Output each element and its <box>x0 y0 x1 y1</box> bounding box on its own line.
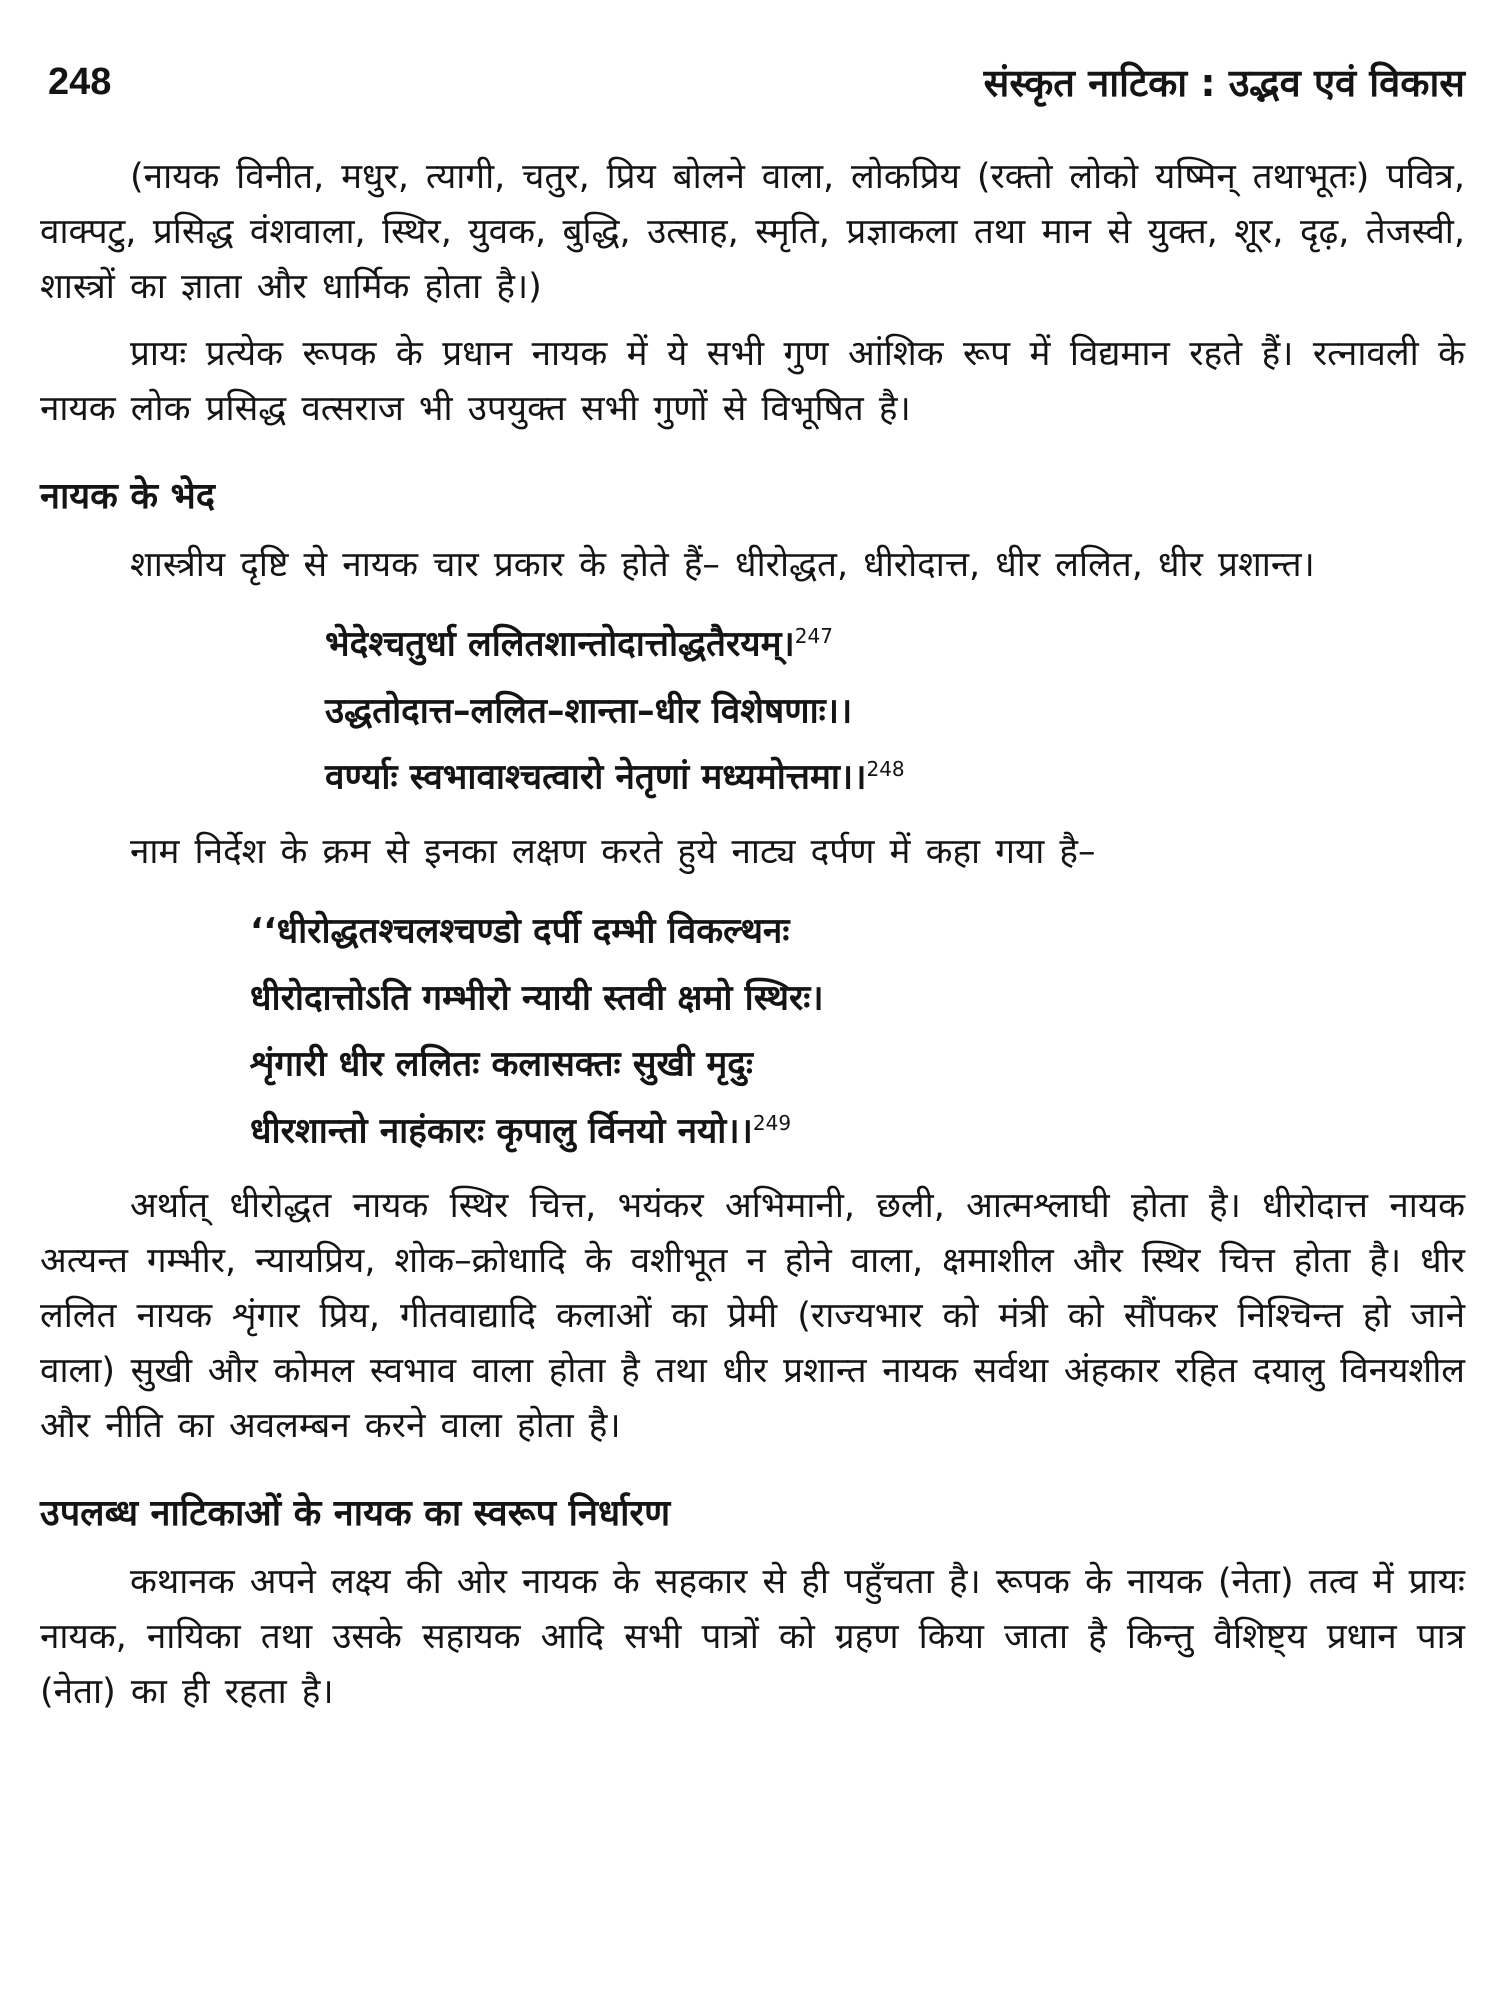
page-number: 248 <box>48 60 112 103</box>
verse-line <box>40 607 1465 674</box>
footnote-marker: 247 <box>794 624 833 648</box>
verse-line <box>40 1094 1465 1161</box>
verse-text: धीरशान्तो नाहंकारः कृपालु र्विनयो नयो।। <box>250 1111 753 1152</box>
verse-text: भेदेश्चतुर्धा ललितशान्तोदात्तोद्धतैरयम्। <box>325 624 795 665</box>
paragraph-four-types: शास्त्रीय दृष्टि से नायक चार प्रकार के होते हैं– धीरोद्धत, धीरोदात्त, धीर ललित, धीर प्रशान्त। <box>130 545 1315 585</box>
paragraph-natya-darpana-intro: नाम निर्देश के क्रम से इनका लक्षण करते हुये नाट्य दर्पण में कहा गया है– <box>130 831 1096 872</box>
section-heading-nayak-nature: उपलब्ध नाटिकाओं के नायक का स्वरूप निर्धारण <box>40 1492 671 1534</box>
section-heading-nayak-types: नायक के भेद <box>40 476 215 517</box>
verse-line <box>40 740 1465 807</box>
verse-text: ‘‘धीरोद्धतश्चलश्चण्डो दर्पी दम्भी विकल्थनः <box>250 911 790 952</box>
verse-line <box>40 894 1465 961</box>
verse-line <box>40 961 1465 1028</box>
footnote-marker: 248 <box>866 757 905 782</box>
verse-text: उद्धतोदात्त–ललित–शान्ता–धीर विशेषणाः।। <box>325 691 853 732</box>
paragraph-types-explained: अर्थात् धीरोद्धत नायक स्थिर चित्त, भयंकर अभिमानी, छली, आत्मश्लाघी होता है। धीरोदात्त नायक अत्यन्त गम्भीर, न्यायप्रिय, शोक–क्रोधादि के वशीभूत न होने वाला, क्षमाशील और स्थिर चित्त होता है। धीर ललित नायक शृंगार प्रिय, गीतवाद्यादि कलाओं का प्रेमी (राज्यभार को मंत्री को सौंपकर निश्चिन्त हो जाने वाला) सुखी और कोमल स्वभाव वाला होता है तथा धीर प्रशान्त नायक सर्वथा अंहकार रहित दयालु विनयशील और नीति का अवलम्बन करने वाला होता है। <box>40 1185 1465 1446</box>
page-header <box>48 52 1465 112</box>
verse-text: शृंगारी धीर ललितः कलासक्तः सुखी मृदुः <box>250 1044 753 1085</box>
paragraph-plot-and-hero: कथानक अपने लक्ष्य की ओर नायक के सहकार से ही पहुँचता है। रूपक के नायक (नेता) तत्व में प्रायः नायक, नायिका तथा उसके सहायक आदि सभी पात्रों को ग्रहण किया जाता है किन्तु वैशिष्ट्य प्रधान पात्र (नेता) का ही रहता है। <box>40 1561 1465 1712</box>
verse-text: धीरोदात्तोऽति गम्भीरो न्यायी स्तवी क्षमो स्थिरः। <box>250 978 824 1019</box>
running-title: संस्कृत नाटिका : उद्भव एवं विकास <box>983 61 1465 105</box>
paragraph-nayak-qualities: (नायक विनीत, मधुर, त्यागी, चतुर, प्रिय बोलने वाला, लोकप्रिय (रक्तो लोको यष्मिन् तथाभूतः) पवित्र, वाक्पटु, प्रसिद्ध वंशवाला, स्थिर, युवक, बुद्धि, उत्साह, स्मृति, प्रज्ञाकला तथा मान से युक्त, शूर, दृढ़, तेजस्वी, शास्त्रों का ज्ञाता और धार्मिक होता है।) <box>40 157 1465 307</box>
page-body <box>40 150 1465 1720</box>
verse-block-natya-darpana <box>40 894 1465 1161</box>
footnote-marker: 249 <box>752 1110 792 1135</box>
verse-line <box>40 1027 1465 1094</box>
verse-line <box>40 674 1465 741</box>
verse-block-dasarupaka <box>40 607 1465 807</box>
verse-text: वर्ण्याः स्वभावाश्चत्वारो नेतृणां मध्यमोत्तमा।। <box>325 757 867 798</box>
paragraph-ratnavali-hero: प्रायः प्रत्येक रूपक के प्रधान नायक में ये सभी गुण आंशिक रूप में विद्यमान रहते हैं। रत्नावली के नायक लोक प्रसिद्ध वत्सराज भी उपयुक्त सभी गुणों से विभूषित है। <box>40 334 1465 429</box>
